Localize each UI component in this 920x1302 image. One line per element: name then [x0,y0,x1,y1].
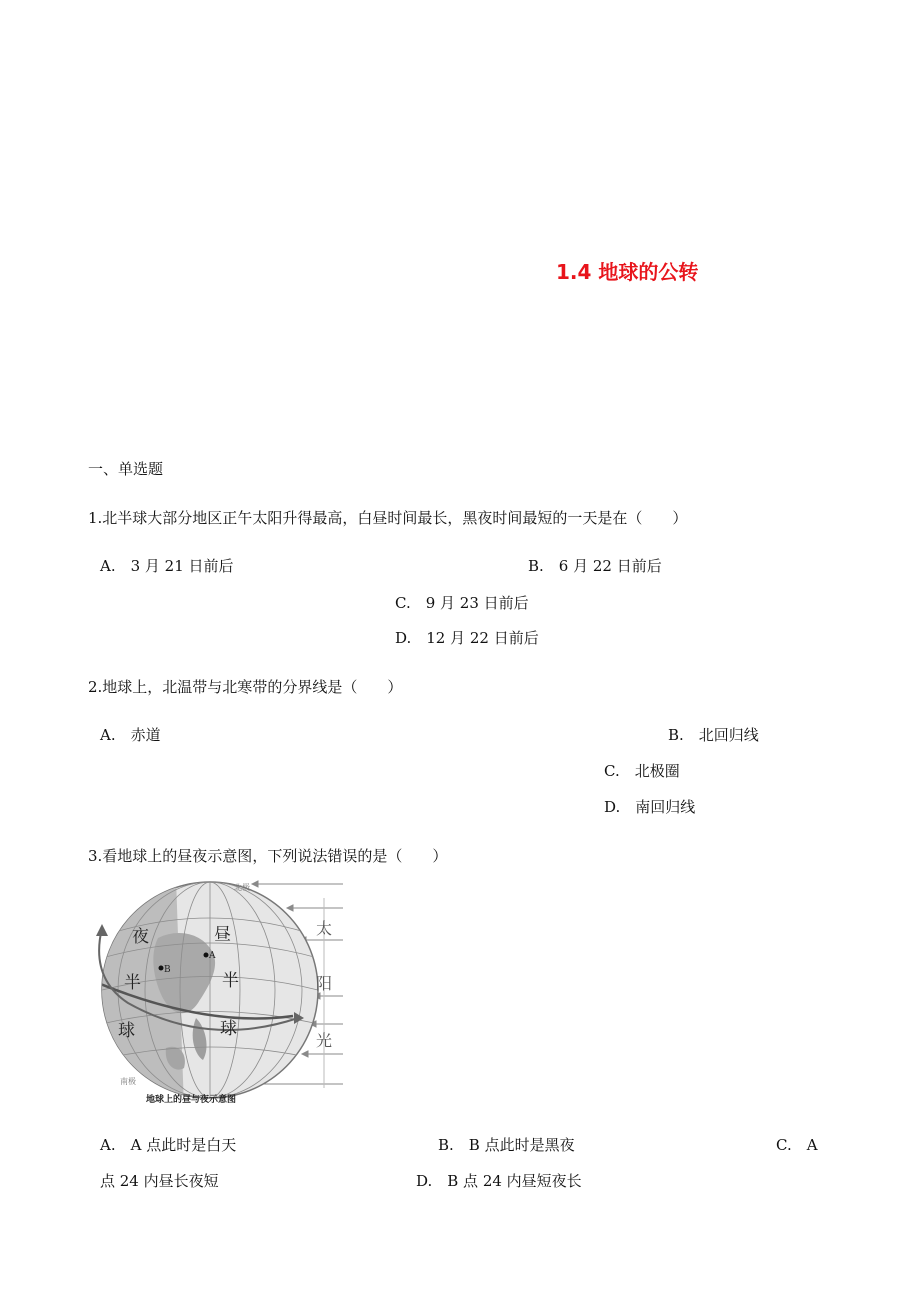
question-2-option-a[interactable]: A. 赤道 [100,726,161,744]
figure-caption: 地球上的昼与夜示意图 [146,1095,237,1105]
question-2-option-c[interactable]: C. 北极圈 [604,762,680,780]
question-2-stem: 2.地球上，北温带与北寒带的分界线是（ ） [88,678,403,696]
point-b-marker [159,966,164,971]
question-3-option-c-continued[interactable]: 点 24 内昼长夜短 [100,1172,219,1190]
point-a-marker [204,953,209,958]
night-label-3: 球 [118,1021,135,1041]
question-3-option-d[interactable]: D. B 点 24 内昼短夜长 [416,1172,582,1190]
question-1-option-a[interactable]: A. 3 月 21 日前后 [100,557,234,575]
section-heading: 一、单选题 [88,460,164,478]
question-1-stem: 1.北半球大部分地区正午太阳升得最高，白昼时间最长，黑夜时间最短的一天是在（ ） [88,509,688,527]
day-night-figure [88,878,348,1108]
south-pole-label: 南极 [120,1077,136,1086]
sunlight-label-2: 阳 [316,974,333,993]
page-title: 1.4 地球的公转 [556,260,699,284]
day-label-1: 昼 [214,925,231,945]
question-3-option-c[interactable]: C. A [776,1136,818,1154]
point-b-label: B [164,965,171,975]
question-1-option-c[interactable]: C. 9 月 23 日前后 [395,594,529,612]
question-1-option-b[interactable]: B. 6 月 22 日前后 [528,557,662,575]
north-pole-label: 北极 [234,883,250,892]
question-1-option-d[interactable]: D. 12 月 22 日前后 [395,629,539,647]
sunlight-label-1: 太 [316,919,333,938]
sunlight-label-3: 光 [316,1031,333,1050]
question-3-option-a[interactable]: A. A 点此时是白天 [100,1136,237,1154]
globe-diagram [88,878,348,1108]
question-3-option-b[interactable]: B. B 点此时是黑夜 [438,1136,575,1154]
question-3-stem: 3.看地球上的昼夜示意图，下列说法错误的是（ ） [88,847,448,865]
question-2-option-d[interactable]: D. 南回归线 [604,798,696,816]
point-a-label: A [209,951,216,961]
night-label-1: 夜 [132,927,149,947]
day-label-2: 半 [222,971,239,991]
night-label-2: 半 [124,973,141,993]
day-label-3: 球 [220,1019,237,1039]
question-2-option-b[interactable]: B. 北回归线 [668,726,759,744]
